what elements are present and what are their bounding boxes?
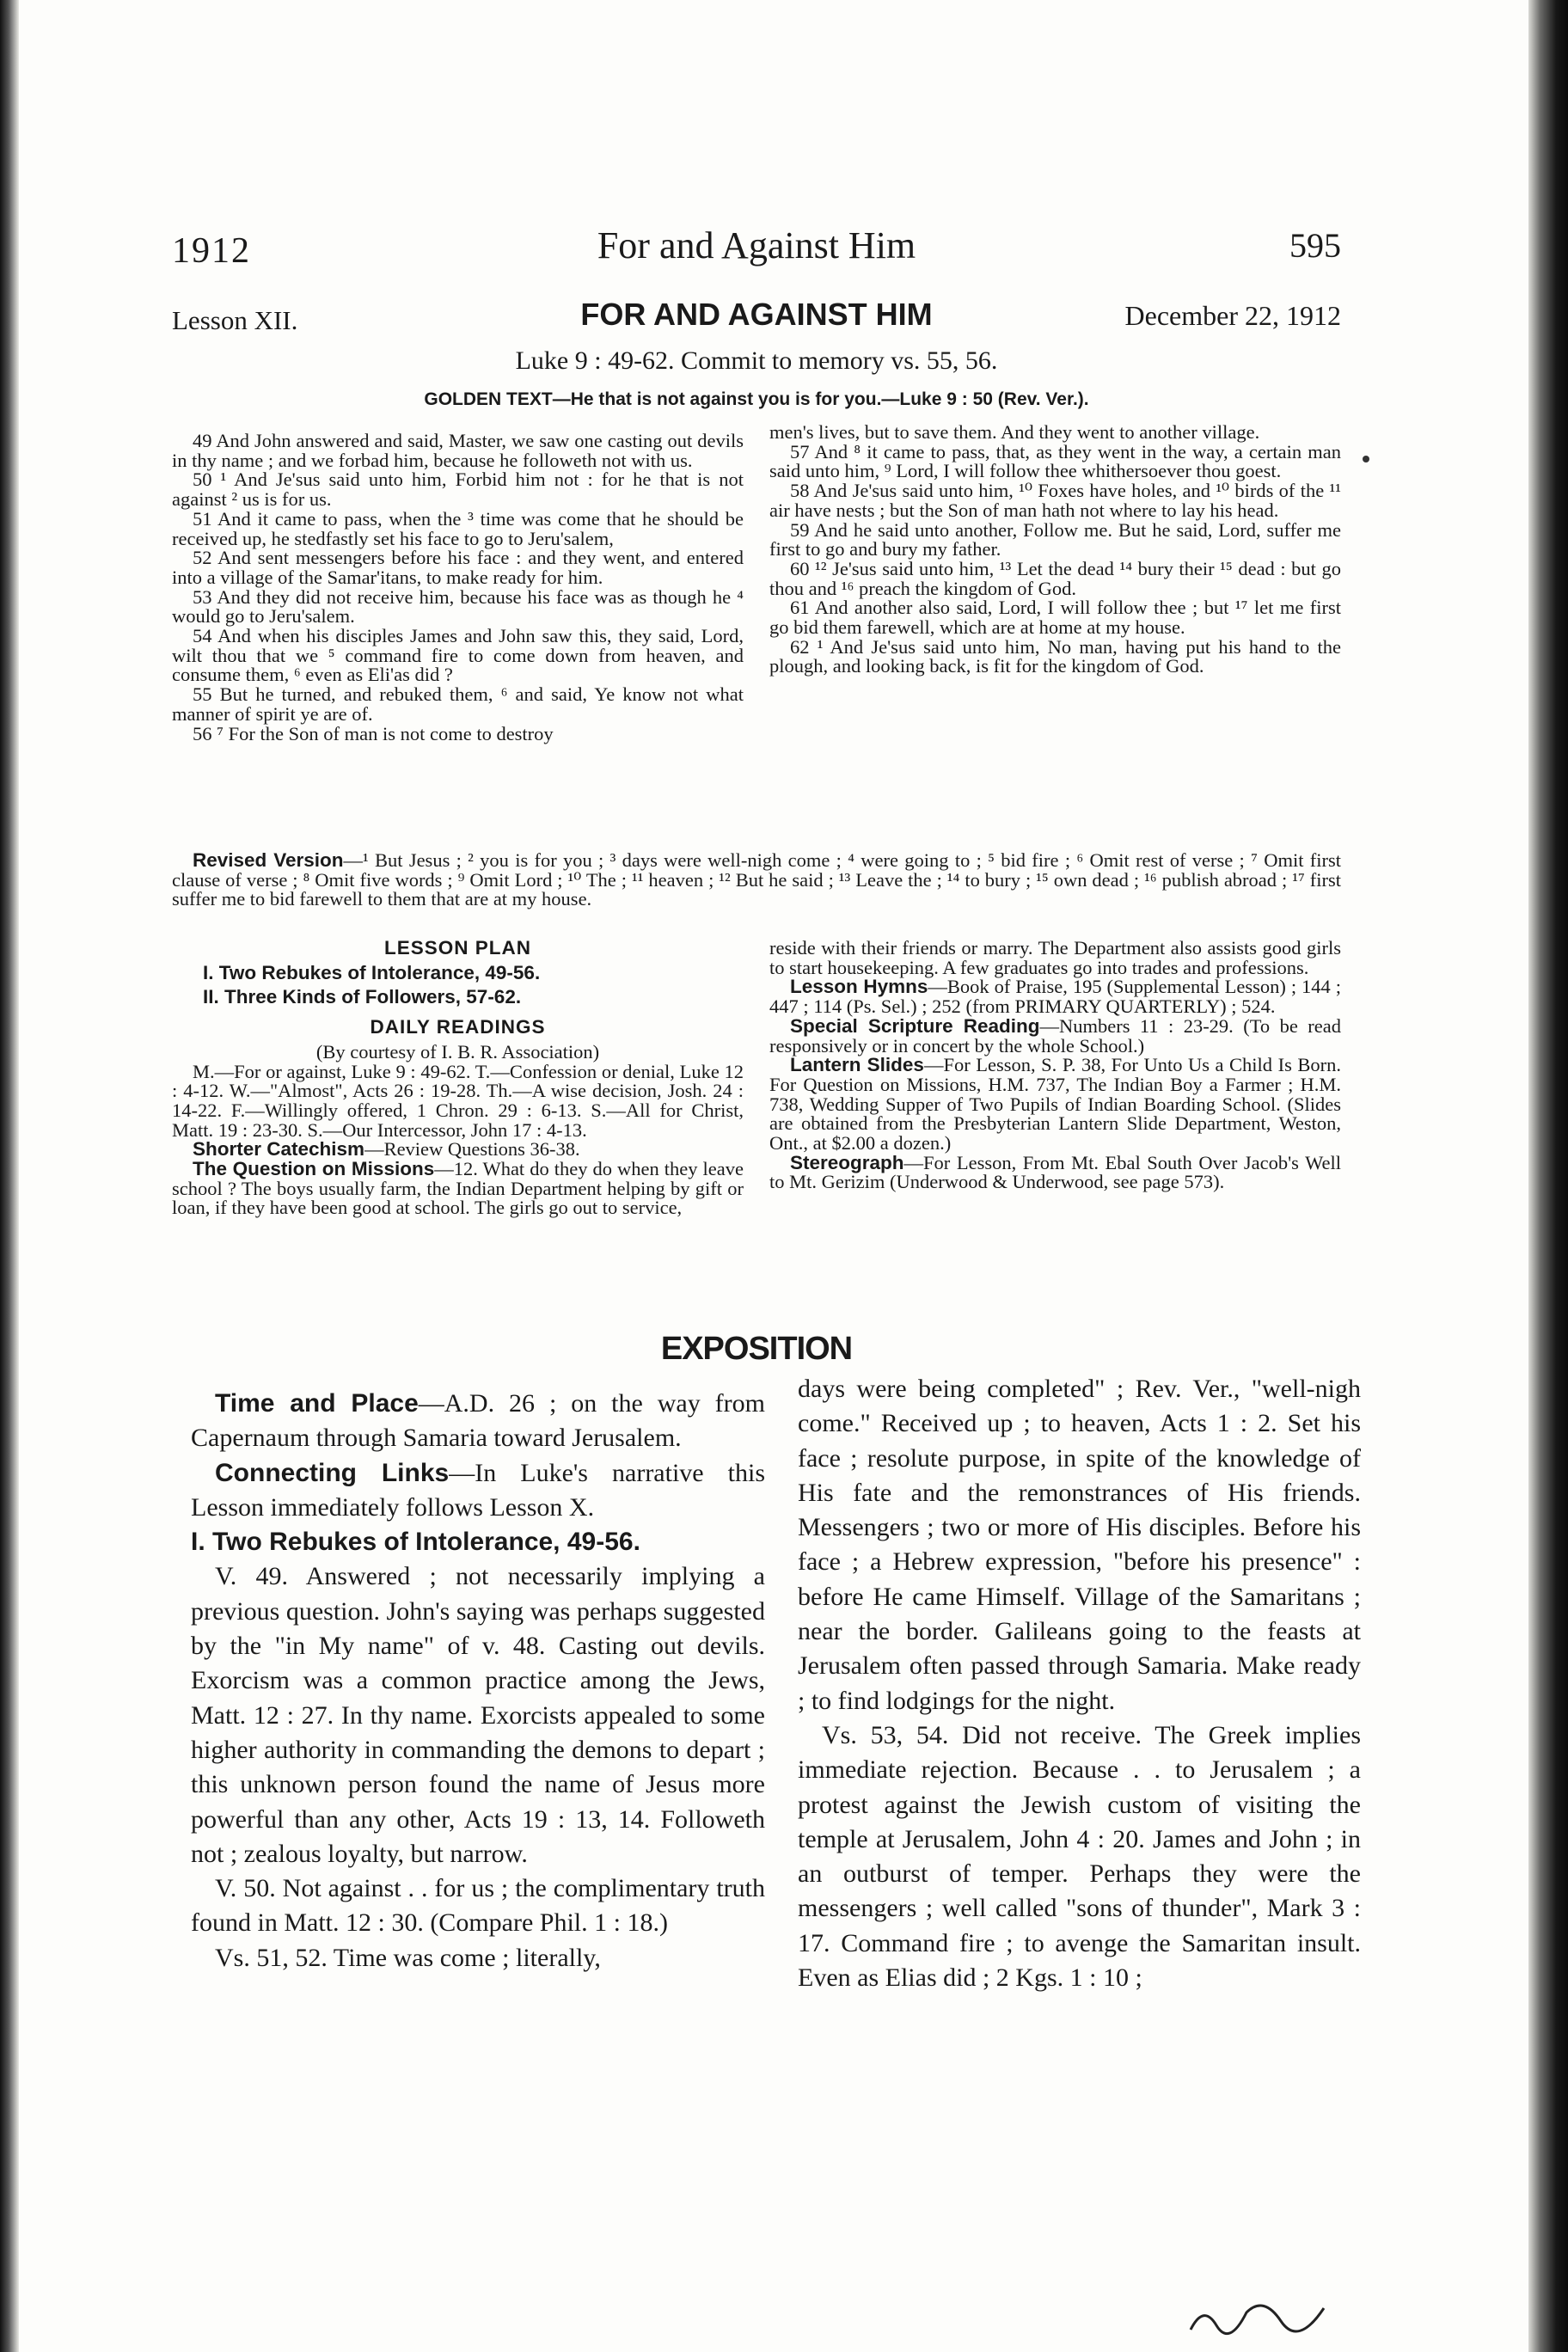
verse: 54 And when his disciples James and John saw this, they said, Lord, wilt thou that we ⁵ command fire to come down from heaven, and consume them, ⁶ even as Eli'as did ? bbox=[172, 625, 744, 686]
running-head bbox=[172, 222, 1341, 273]
special-reading-text: —Numbers 11 : 23-29. (To be read responsively or in concert by the whole School.) bbox=[769, 1014, 1341, 1057]
revised-version-text: —¹ But Jesus ; ² you is for you ; ³ days were well-nigh come ; ⁴ were going to ; ⁵ bid fire ; ⁶ Omit rest of verse ; ⁷ Omit first clause of verse ; ⁸ Omit five words ; ⁹ Omit Lord ; ¹⁰ The ; ¹¹ heaven ; ¹² But he said ; ¹³ Leave the ; ¹⁴ to bury ; ¹⁵ own dead ; ¹⁶ publish abroad ; ¹⁷ first suffer me to bid farewell to them that are at my house. bbox=[172, 849, 1341, 910]
lesson-plan-heading: LESSON PLAN bbox=[383, 937, 532, 959]
exposition-paragraph: days were being completed" ; Rev. Ver., "well-nigh come." Received up ; to heaven, Acts 1 : 2. Set his face ; resolute purpose, in spite of the knowledge of His fate and the remonstrances of His friends. Messengers ; two or more of His disciples. Before his face ; a Hebrew expression, "before his presence" : before He came Himself. Village of the Samaritans ; near the border. Galileans going to the feasts at Jerusalem often passed through Samaria. Make ready ; to find lodgings for the night. bbox=[798, 1375, 1361, 1715]
book-gutter-left bbox=[0, 0, 19, 2352]
exposition-paragraph: Vs. 51, 52. Time was come ; literally, bbox=[215, 1943, 601, 1972]
verse: 59 And he said unto another, Follow me. But he said, Lord, suffer me first to go and bury my father. bbox=[769, 518, 1341, 560]
lesson-plan-item: I. Two Rebukes of Intolerance, 49-56. bbox=[203, 961, 541, 983]
verse: 57 And ⁸ it came to pass, that, as they went in the way, a certain man said unto him, ⁹ Lord, I will follow thee whithersoever thou goest. bbox=[769, 440, 1341, 482]
shorter-catechism-text: —Review Questions 36-38. bbox=[364, 1138, 580, 1161]
running-head-title: For and Against Him bbox=[597, 224, 916, 266]
verse: 53 And they did not receive him, because his face was as though he ⁴ would go to Jeru'salem. bbox=[172, 585, 744, 628]
exposition-left-column bbox=[191, 1387, 765, 1975]
daily-readings-heading: DAILY READINGS bbox=[370, 1016, 546, 1038]
verse: 61 And another also said, Lord, I will follow thee ; but ¹⁷ let me first go bid them farewell, which are at home at my house. bbox=[769, 597, 1341, 639]
time-place-label: Time and Place bbox=[215, 1389, 419, 1418]
stereograph-text: —For Lesson, From Mt. Ebal South Over Jacob's Well to Mt. Gerizim (Underwood & Underwood, see page 573). bbox=[769, 1151, 1341, 1193]
lesson-hymns-label: Lesson Hymns bbox=[790, 976, 928, 998]
ink-dot bbox=[1363, 456, 1369, 462]
stereograph-label: Stereograph bbox=[790, 1151, 904, 1173]
lesson-plan-column bbox=[172, 939, 744, 1218]
time-place-text: —A.D. 26 ; on the way from Capernaum through Samaria toward Jerusalem. bbox=[191, 1389, 765, 1453]
connecting-links-label: Connecting Links bbox=[215, 1458, 450, 1487]
verses-right-column bbox=[769, 423, 1341, 677]
verse: 56 ⁷ For the Son of man is not come to destroy bbox=[193, 722, 554, 744]
verse: 52 And sent messengers before his face : and they went, and entered into a village of the Samar'itans, to make ready for him. bbox=[172, 547, 744, 588]
lesson-notes-column bbox=[769, 939, 1341, 1192]
verses-left-column bbox=[172, 432, 744, 744]
scripture-reference: Luke 9 : 49-62. Commit to memory vs. 55, 56. bbox=[515, 346, 998, 375]
missions-continued: reside with their friends or marry. The Department also assists good girls to start housekeeping. A few graduates go into trades and professions. bbox=[769, 937, 1341, 978]
page-number: 595 bbox=[1289, 226, 1341, 265]
section-heading: I. Two Rebukes of Intolerance, 49-56. bbox=[191, 1528, 640, 1557]
daily-readings-text: M.—For or against, Luke 9 : 49-62. T.—Confession or denial, Luke 12 : 4-12. W.—"Almost", Acts 26 : 19-28. Th.—A wise decision, Josh. 24 : 14-22. F.—Willingly offered, 1 Chron. 29 : 6-13. S.—All for Christ, Matt. 19 : 23-30. S.—Our Intercessor, John 17 : 4-13. bbox=[172, 1060, 744, 1141]
question-missions-text: —12. What do they do when they leave school ? The boys usually farm, the Indian Department helping by gift or loan, if they have been good at school. The girls go out to service, bbox=[172, 1158, 744, 1219]
verse: 51 And it came to pass, when the ³ time was come that he should be received up, he stedfastly set his face to go to Jeru'salem, bbox=[172, 507, 744, 549]
question-missions-label: The Question on Missions bbox=[193, 1158, 435, 1180]
lesson-hymns-text: —Book of Praise, 195 (Supplemental Lesson) ; 144 ; 447 ; 114 (Ps. Sel.) ; 252 (from PRIMARY QUARTERLY) ; 524. bbox=[769, 976, 1341, 1018]
lesson-number: Lesson XII. bbox=[172, 305, 298, 335]
lesson-title: FOR AND AGAINST HIM bbox=[580, 297, 933, 332]
pencil-mark bbox=[1186, 2287, 1367, 2338]
lesson-plan-item: II. Three Kinds of Followers, 57-62. bbox=[203, 986, 522, 1008]
verse: 49 And John answered and said, Master, we saw one casting out devils in thy name ; and we forbad him, because he followeth not with us. bbox=[172, 430, 744, 471]
exposition-right-column bbox=[798, 1372, 1361, 1995]
book-edge-right bbox=[1528, 0, 1568, 2352]
verse: 50 ¹ And Je'sus said unto him, Forbid him not : for he that is not against ² us is for us. bbox=[172, 469, 744, 511]
daily-readings-courtesy: (By courtesy of I. B. R. Association) bbox=[315, 1040, 600, 1063]
verse: 62 ¹ And Je'sus said unto him, No man, having put his hand to the plough, and looking back, is fit for the kingdom of God. bbox=[769, 635, 1341, 677]
verse: men's lives, but to save them. And they went to another village. bbox=[769, 421, 1260, 443]
lantern-slides-label: Lantern Slides bbox=[790, 1054, 924, 1076]
running-head-year: 1912 bbox=[172, 231, 251, 271]
revised-version-label: Revised Version bbox=[193, 849, 344, 871]
connecting-links-text: —In Luke's narrative this Lesson immediately follows Lesson X. bbox=[191, 1458, 765, 1522]
golden-text: GOLDEN TEXT—He that is not against you is for you.—Luke 9 : 50 (Rev. Ver.). bbox=[424, 389, 1089, 409]
shorter-catechism-label: Shorter Catechism bbox=[193, 1138, 365, 1161]
lesson-header bbox=[172, 297, 1341, 340]
verse: 60 ¹² Je'sus said unto him, ¹³ Let the dead ¹⁴ bury their ¹⁵ dead : but go thou and ¹⁶ preach the kingdom of God. bbox=[769, 557, 1341, 599]
exposition-heading: EXPOSITION bbox=[660, 1331, 853, 1367]
exposition-paragraph: Vs. 53, 54. Did not receive. The Greek implies immediate rejection. Because . . to Jerusalem ; a protest against the Jewish custom of visiting the temple at Jerusalem, John 4 : 20. James and John ; in an outburst of temper. Perhaps they were the messengers ; well called "sons of thunder", Mark 3 : 17. Command fire ; to avenge the Samaritan insult. Even as Elias did ; 2 Kgs. 1 : 10 ; bbox=[798, 1720, 1361, 1993]
verse: 58 And Je'sus said unto him, ¹⁰ Foxes have holes, and ¹⁰ birds of the ¹¹ air have nests ; but the Son of man hath not where to lay his head. bbox=[769, 480, 1341, 521]
exposition-paragraph: V. 49. Answered ; not necessarily implying a previous question. John's saying was perhaps suggested by the "in My name" of v. 48. Casting out devils. Exorcism was a common practice among the Jews, Matt. 12 : 27. In thy name. Exorcists appealed to some higher authority in commanding the demons to depart ; this unknown person found the name of Jesus more powerful than any other, Acts 19 : 13, 14. Followeth not ; zealous loyalty, but narrow. bbox=[191, 1562, 765, 1868]
lantern-slides-text: —For Lesson, S. P. 38, For Unto Us a Child Is Born. For Question on Missions, H.M. 737, The Indian Boy a Farmer ; H.M. 738, Wedding Supper of Two Pupils of Indian Boarding School. (Slides are obtained from the Presbyterian Lantern Slide Department, Weston, Ont., at $2.00 a dozen.) bbox=[769, 1054, 1341, 1155]
lesson-date: December 22, 1912 bbox=[1124, 300, 1341, 331]
verse: 55 But he turned, and rebuked them, ⁶ and said, Ye know not what manner of spirit ye are of. bbox=[172, 683, 744, 725]
exposition-paragraph: V. 50. Not against . . for us ; the complimentary truth found in Matt. 12 : 30. (Compare Phil. 1 : 18.) bbox=[191, 1874, 765, 1938]
revised-version-notes bbox=[172, 851, 1341, 910]
special-reading-label: Special Scripture Reading bbox=[790, 1014, 1040, 1037]
